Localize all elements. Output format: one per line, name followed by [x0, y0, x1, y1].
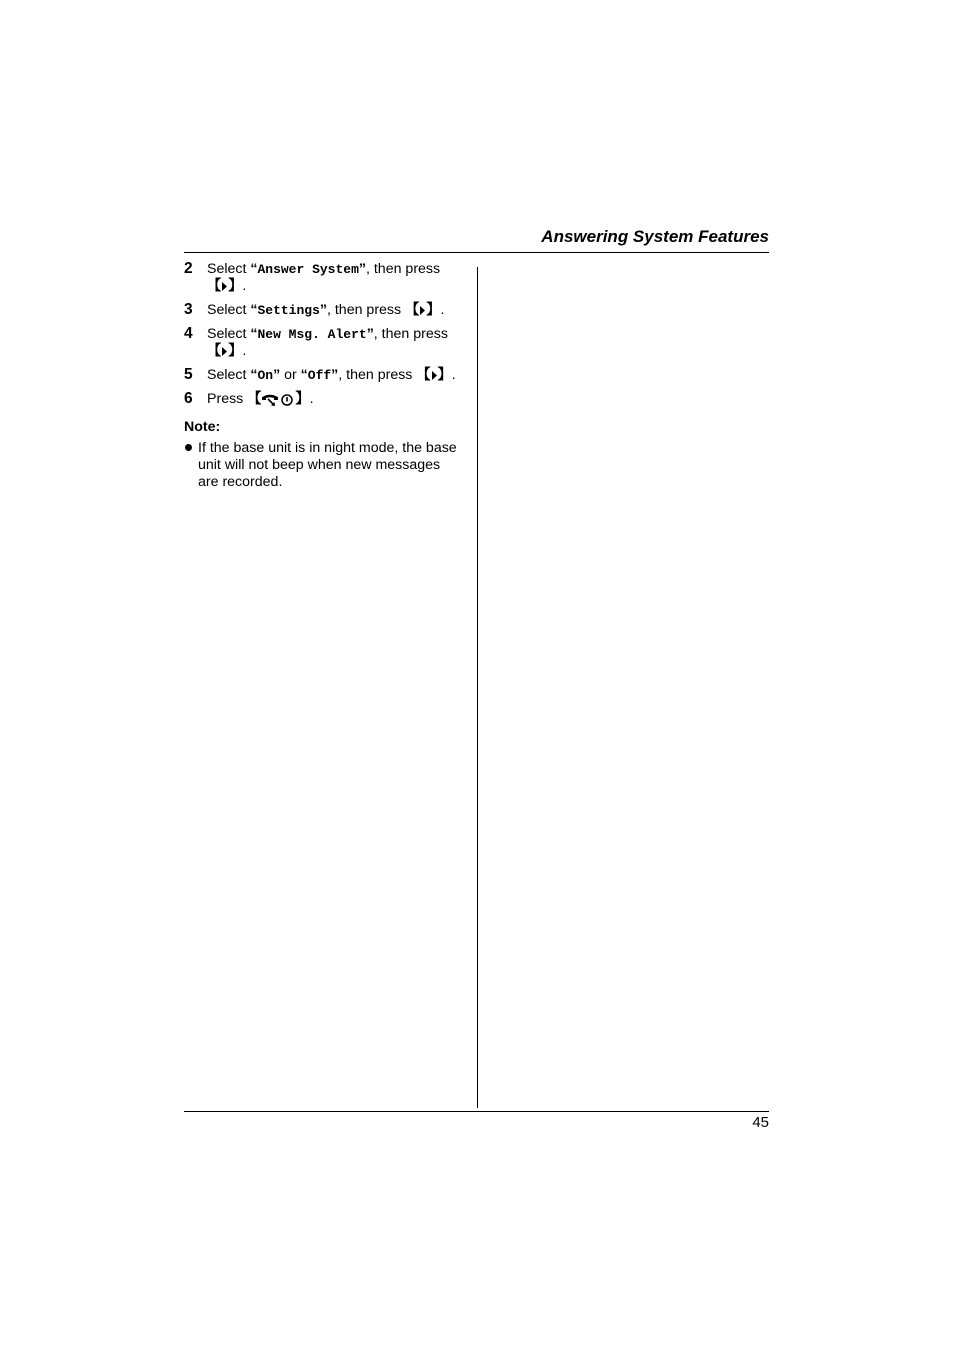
section-title: Answering System Features [541, 227, 769, 246]
menu-item-answer-system: Answer System [257, 262, 359, 277]
step-number: 6 [184, 390, 193, 407]
step-6: 6 Press 【 】 . [184, 390, 314, 407]
left-column [184, 261, 464, 491]
step-4: 4 Select “New Msg. Alert”, then press 【 】 . [184, 325, 448, 359]
step-text: Select [207, 367, 251, 383]
right-arrow-icon [221, 281, 228, 292]
step-text: Press [207, 391, 248, 407]
step-text: Select [207, 302, 251, 318]
footer-rule [184, 1111, 769, 1112]
bullet-icon [185, 444, 192, 451]
right-arrow-icon [431, 370, 438, 381]
step-text: Select [207, 261, 251, 277]
step-5: 5 Select “On” or “Off”, then press 【 】 . [184, 366, 456, 383]
right-key: 【 】 [405, 302, 441, 318]
column-divider [477, 267, 478, 1108]
menu-item-on: On [257, 368, 274, 383]
right-arrow-icon [419, 305, 426, 316]
note-item: If the base unit is in night mode, the base unit will not beep when new messages are recorded. [184, 440, 464, 491]
step-number: 4 [184, 325, 193, 342]
header-rule [184, 252, 769, 253]
right-key: 【 】 [207, 278, 243, 294]
step-text: Select [207, 326, 251, 342]
right-key: 【 】 [207, 343, 243, 359]
menu-item-off: Off [307, 368, 332, 383]
step-number: 5 [184, 366, 193, 383]
note-title: Note: [184, 419, 221, 435]
off-power-icon [261, 393, 295, 407]
off-key: 【 】 [247, 391, 310, 407]
menu-item-settings: Settings [257, 303, 320, 318]
page-number: 45 [752, 1114, 769, 1131]
menu-item-new-msg-alert: New Msg. Alert [257, 327, 367, 342]
step-number: 2 [184, 260, 193, 277]
right-arrow-icon [221, 346, 228, 357]
step-number: 3 [184, 301, 193, 318]
step-3: 3 Select “Settings”, then press 【 】 . [184, 301, 445, 318]
step-2: 2 Select “Answer System”, then press 【 】 . [184, 260, 441, 294]
right-key: 【 】 [416, 367, 452, 383]
